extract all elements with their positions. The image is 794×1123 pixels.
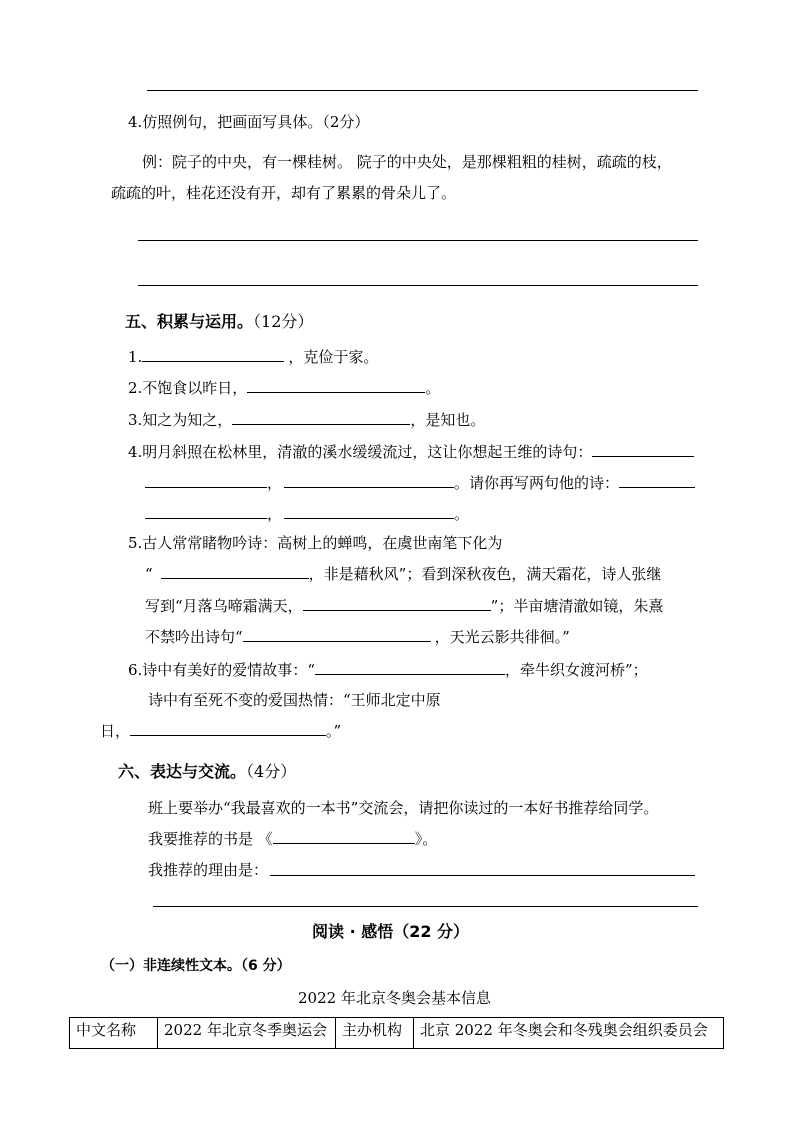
question-text: ， — [267, 505, 283, 523]
prompt-text: 班上要举办“我最喜欢的一本书”交流会，请把你读过的一本好书推荐给同学。 — [148, 799, 659, 817]
reason-label: 我推荐的理由是： — [148, 861, 269, 879]
question-text: 写到“月落乌啼霜满天， — [145, 597, 303, 615]
question-q5-line2 — [145, 564, 661, 584]
question-q4-line3 — [145, 504, 469, 524]
info-table — [69, 1017, 724, 1049]
question-text: 。请你再写两句他的诗： — [454, 474, 620, 492]
fill-blank[interactable] — [145, 504, 267, 519]
question-q6-line3 — [100, 721, 341, 741]
question-q4 — [128, 442, 694, 462]
table-cell: 北京 2022 年冬奥会和冬残奥会组织委员会 — [414, 1018, 724, 1049]
question-text: ，克俭于家。 — [288, 348, 379, 366]
section-heading — [125, 312, 313, 332]
question-text: 4.明月斜照在松林里，清澈的溪水缓缓流过，这让你想起王维的诗句： — [128, 443, 593, 461]
book-name-line — [148, 829, 437, 849]
table-cell: 中文名称 — [70, 1018, 158, 1049]
question-text: ，牵牛织女渡河桥”； — [504, 661, 648, 679]
section-title: 五、积累与运用。 — [125, 312, 254, 331]
question-text: 。 — [425, 379, 441, 397]
question-text: 。 — [454, 505, 470, 523]
question-text: 2.不饱食以昨日， — [128, 379, 248, 397]
question-q1 — [128, 347, 378, 367]
reason-answer-line[interactable] — [270, 875, 695, 876]
fill-blank[interactable] — [232, 410, 410, 425]
table-title: 2022 年北京冬奥会基本信息 — [298, 989, 491, 1007]
question-q5-line4 — [145, 627, 570, 647]
question-text: 我要推荐的书是 《 — [148, 830, 273, 848]
question-text: 不禁吟出诗句“ — [145, 628, 243, 646]
question-text: ，非是藉秋风”；看到深秋夜色，满天霜花，诗人张继 — [308, 565, 662, 583]
question-text: 》。 — [414, 830, 438, 848]
question-text: “ — [145, 565, 153, 583]
fill-blank[interactable] — [247, 378, 425, 393]
question-text: ，是知也。 — [410, 411, 486, 429]
table-row — [70, 1018, 724, 1049]
section-title: 六、表达与交流。 — [118, 762, 247, 781]
question-q6 — [128, 660, 648, 680]
reading-subtitle: （一）非连续性文本。（6 分） — [101, 958, 291, 974]
question-q5: 5.古人常常睹物吟诗：高树上的蝉鸣，在虞世南笔下化为 — [128, 534, 503, 552]
example-text: 疏疏的叶，桂花还没有开，却有了累累的骨朵儿了。 — [111, 184, 457, 202]
book-name-blank[interactable] — [273, 829, 415, 844]
fill-blank[interactable] — [592, 442, 694, 457]
fill-blank[interactable] — [161, 564, 309, 579]
question-text: 6.诗中有美好的爱情故事：“ — [128, 661, 315, 679]
fill-blank[interactable] — [243, 627, 431, 642]
answer-line[interactable] — [147, 90, 698, 91]
fill-blank[interactable] — [284, 473, 454, 488]
answer-line[interactable] — [138, 285, 698, 286]
question-text: ，天光云影共徘徊。” — [434, 628, 570, 646]
question-text: 。” — [326, 722, 342, 740]
fill-blank[interactable] — [315, 660, 505, 675]
fill-blank[interactable] — [284, 504, 454, 519]
fill-blank[interactable] — [303, 596, 491, 611]
question-number: 1. — [128, 348, 143, 366]
fill-blank[interactable] — [619, 473, 695, 488]
question-q3 — [128, 410, 485, 430]
question-text: ， — [267, 474, 283, 492]
section-points: （4分） — [246, 762, 297, 781]
reading-title: 阅读 · 感悟（22 分） — [312, 922, 470, 941]
question-title: 4.仿照例句，把画面写具体。（2分） — [128, 113, 370, 131]
fill-blank[interactable] — [142, 347, 284, 362]
answer-line[interactable] — [138, 240, 698, 241]
question-text: 3.知之为知之， — [128, 411, 233, 429]
question-q4-line2 — [145, 473, 695, 493]
reason-answer-line[interactable] — [153, 906, 698, 907]
section-points: （12分） — [253, 312, 314, 331]
table-cell: 主办机构 — [336, 1018, 414, 1049]
fill-blank[interactable] — [130, 721, 326, 736]
fill-blank[interactable] — [145, 473, 267, 488]
example-text: 例：院子的中央，有一棵桂树。 院子的中央处，是那棵粗粗的桂树，疏疏的枝， — [142, 153, 672, 171]
section-heading — [118, 762, 296, 782]
question-q6-line2: 诗中有至死不变的爱国热情：“王师北定中原 — [148, 691, 441, 709]
question-text: ”；半亩塘清澈如镜，朱熹 — [490, 597, 664, 615]
question-q2 — [128, 378, 440, 398]
question-q5-line3 — [145, 596, 663, 616]
question-text: 日， — [100, 722, 131, 740]
table-cell: 2022 年北京冬季奥运会 — [158, 1018, 336, 1049]
